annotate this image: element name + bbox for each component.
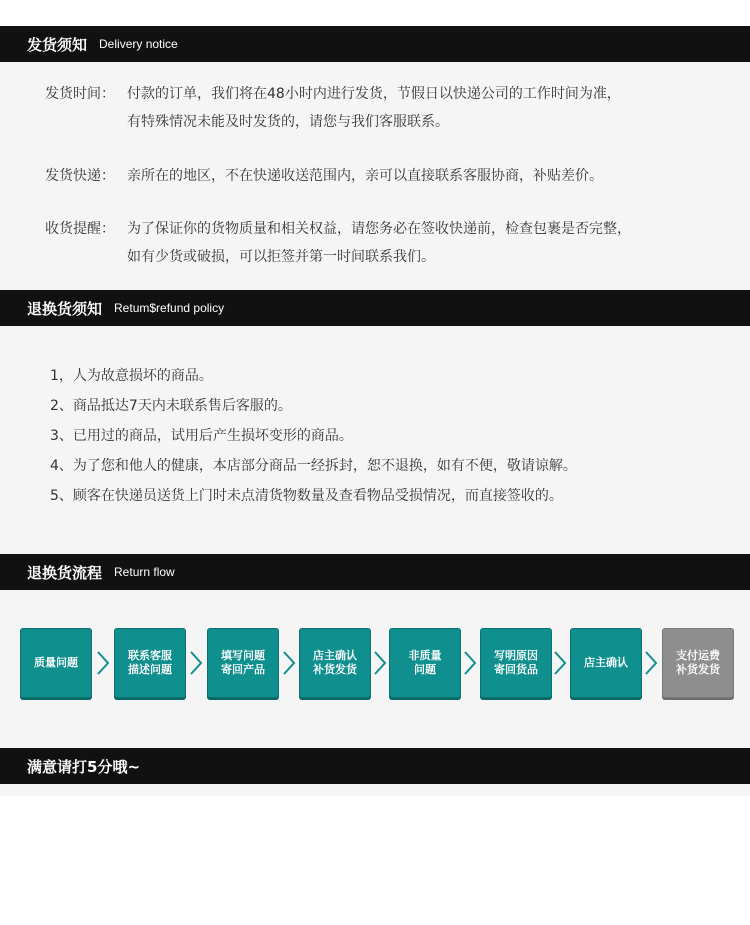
return-flow [0,628,750,698]
flow-step-6 [480,628,552,698]
refund-item-3: 3、已用过的商品，试用后产生损坏变形的商品。 [50,428,353,444]
rating-title: 满意请打5分哦~ [27,757,141,776]
refund-title: 退换货须知 [27,299,103,318]
arrow-right-icon [282,650,296,676]
arrow-right-icon [644,650,658,676]
flow-step-3-label: 填写问题 寄回产品 [221,649,265,676]
flow-step-3 [207,628,279,698]
refund-item-4: 4、为了您和他人的健康，本店部分商品一经拆封，恕不退换，如有不便，敬请谅解。 [50,458,577,474]
flow-step-2-label: 联系客服 描述问题 [128,649,172,676]
arrow-right-icon [373,650,387,676]
delivery-courier-row [45,166,603,186]
arrow-right-icon [96,650,110,676]
flow-step-1-label: 质量问题 [34,656,78,669]
flow-title: 退换货流程 [27,563,103,582]
refund-item-5: 5、顾客在快递员送货上门时未点清货物数量及查看物品受损情况，而直接签收的。 [50,488,563,504]
refund-item-1: 1，人为故意损坏的商品。 [50,368,213,384]
delivery-courier-text: 亲所在的地区，不在快递收送范围内，亲可以直接联系客服协商，补贴差价。 [127,168,603,184]
delivery-title: 发货须知 [27,35,88,54]
delivery-reminder-text-2: 如有少货或破损，可以拒签并第一时间联系我们。 [127,249,435,265]
arrow-right-icon [553,650,567,676]
flow-step-1 [20,628,92,698]
flow-step-7-label: 店主确认 [584,656,628,669]
flow-step-7 [570,628,642,698]
flow-step-2 [114,628,186,698]
delivery-time-row [45,84,621,104]
flow-step-4-label: 店主确认 补货发货 [313,649,357,676]
arrow-right-icon [463,650,477,676]
refund-item-2: 2、商品抵达7天内未联系售后客服的。 [50,398,292,414]
flow-step-6-label: 写明原因 寄回货品 [494,649,538,676]
refund-title-en: Retum$refund policy [114,301,225,315]
delivery-courier-label: 发货快递： [45,168,115,184]
delivery-time-text-2: 有特殊情况未能及时发货的，请您与我们客服联系。 [127,114,449,130]
delivery-time-label: 发货时间： [45,86,115,102]
rating-header [0,748,750,784]
rating-panel [0,784,750,796]
delivery-reminder-text: 为了保证你的货物质量和相关权益，请您务必在签收快递前，检查包裹是否完整， [127,221,631,237]
flow-step-4 [299,628,371,698]
flow-step-5-label: 非质量 问题 [408,649,442,676]
refund-header [0,290,750,326]
flow-step-8-label: 支付运费 补货发货 [676,649,720,676]
delivery-title-en: Delivery notice [99,37,178,51]
flow-step-8 [662,628,734,698]
flow-step-5 [389,628,461,698]
flow-title-en: Return flow [114,565,175,579]
delivery-reminder-label: 收货提醒： [45,221,115,237]
flow-header [0,554,750,590]
delivery-reminder-row [45,219,631,239]
arrow-right-icon [189,650,203,676]
delivery-header [0,26,750,62]
delivery-time-text: 付款的订单，我们将在48小时内进行发货，节假日以快递公司的工作时间为准， [127,86,621,102]
